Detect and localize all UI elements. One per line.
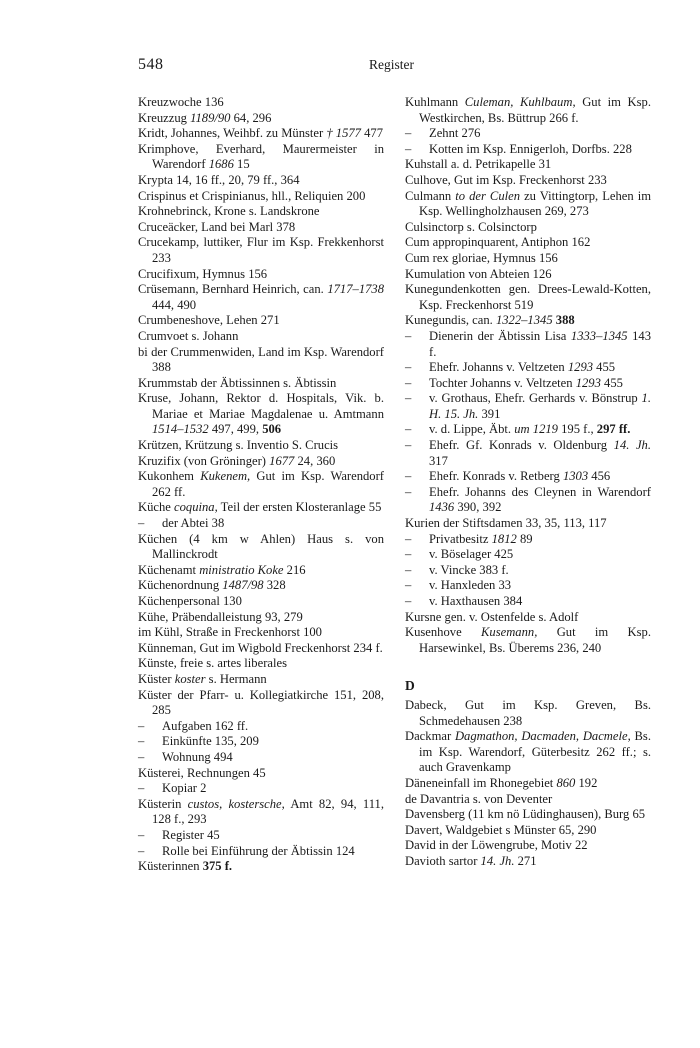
running-head: Register (369, 57, 414, 72)
subentry-dash: – (405, 562, 412, 577)
index-entry: Culmann to der Culen zu Vittingtorp, Lehen im Ksp. Wellingholzhausen 269, 273 (405, 188, 651, 219)
index-entry: Krypta 14, 16 ff., 20, 79 ff., 364 (138, 172, 300, 187)
index-subentry: – v. d. Lippe, Äbt. um 1219 195 f., 297 ff. (405, 422, 631, 437)
index-entry: Küche coquina, Teil der ersten Klosteranlage 55 (138, 500, 382, 515)
index-entry: Krützen, Krützung s. Inventio S. Crucis (138, 438, 339, 453)
index-entry: Kruzifix (von Gröninger) 1677 24, 360 (138, 453, 336, 468)
subentry-dash: – (138, 781, 145, 796)
index-entry: Kunegundenkotten gen. Drees-Lewald-Kotten, Ksp. Freckenhorst 519 (405, 282, 651, 312)
index-entry: Davioth sartor 14. Jh. 271 (405, 853, 537, 868)
subentry-dash: – (405, 375, 412, 390)
subentry-dash: – (138, 734, 145, 749)
index-entry: Crucifixum, Hymnus 156 (138, 266, 268, 281)
index-entry: Dackmar Dagmathon, Dacmaden, Dacmele, Bs. im Ksp. Warendorf, Güterbesitz 262 ff.; s. auch Gravenkamp (405, 729, 651, 775)
index-entry: Küchenpersonal 130 (138, 594, 242, 608)
index-entry: Cum rex gloriae, Hymnus 156 (405, 250, 558, 265)
index-entry: Crucekamp, luttiker, Flur im Ksp. Frekkenhorst 233 (138, 235, 384, 265)
subentry-dash: – (405, 531, 412, 546)
index-subentry: – v. Haxthausen 384 (405, 594, 523, 608)
subentry-dash: – (405, 391, 412, 406)
index-entry: Küchenamt ministratio Koke 216 (138, 562, 306, 577)
index-entry: Crumbeneshove, Lehen 271 (138, 313, 280, 328)
index-entry: Kunegundis, can. 1322–1345 388 (405, 313, 575, 328)
page-number: 548 (138, 56, 164, 73)
index-entry: Davensberg (11 km nö Lüdinghausen), Burg 65 (405, 807, 646, 822)
subentry-dash: – (405, 126, 412, 141)
index-subentry: – Wohnung 494 (138, 749, 233, 764)
index-subentry: – Privatbesitz 1812 89 (405, 531, 533, 546)
index-subentry: – Register 45 (138, 827, 220, 842)
index-subentry: – Ehefr. Johanns des Cleynen in Warendorf 1436 390, 392 (405, 484, 651, 515)
index-subentry: – v. Vincke 383 f. (405, 562, 509, 577)
index-entry: Krimphove, Everhard, Maurermeister in Warendorf 1686 15 (138, 141, 384, 172)
subentry-dash: – (405, 438, 412, 453)
index-entry: Kühe, Präbendalleistung 93, 279 (138, 609, 303, 624)
index-entry: Küsterei, Rechnungen 45 (138, 765, 266, 780)
index-entry: Krummstab der Äbtissinnen s. Äbtissin (138, 375, 337, 390)
index-entry: David in der Löwengrube, Motiv 22 (405, 838, 588, 853)
index-column-right (405, 95, 651, 870)
subentry-dash: – (405, 422, 412, 437)
index-subentry: – v. Hanxleden 33 (405, 578, 512, 593)
index-subentry: – Tochter Johanns v. Veltzeten 1293 455 (405, 375, 623, 390)
index-entry: Kreuzzug 1189/90 64, 296 (138, 110, 272, 125)
index-entry: Crispinus et Crispinianus, hll., Reliquien 200 (138, 188, 366, 203)
index-subentry: – Zehnt 276 (405, 126, 481, 141)
section-spacer (405, 656, 651, 678)
index-entry: Küsterinnen 375 f. (138, 859, 233, 874)
index-entry: Culsinctorp s. Colsinctorp (405, 219, 537, 234)
subentry-dash: – (405, 141, 412, 156)
index-entry: Künste, freie s. artes liberales (138, 656, 287, 671)
index-entry: bi der Crummenwiden, Land im Ksp. Warendorf 388 (138, 344, 384, 375)
index-subentry: – Rolle bei Einführung der Äbtissin 124 (138, 843, 355, 858)
subentry-dash: – (138, 516, 145, 531)
index-entry: Kruse, Johann, Rektor d. Hospitals, Vik. b. Mariae et Mariae Magdalenae u. Amtmann 1514–1532 497, 499, 506 (138, 391, 384, 437)
index-entry: Künneman, Gut im Wigbold Freckenhorst 234 f. (138, 640, 383, 655)
index-entry: Crüsemann, Bernhard Heinrich, can. 1717–1738 444, 490 (138, 282, 384, 312)
index-entry: Cruceäcker, Land bei Marl 378 (138, 219, 296, 234)
index-entry: Küster der Pfarr- u. Kollegiatkirche 151, 208, 285 (138, 687, 384, 718)
subentry-dash: – (405, 578, 412, 593)
index-entry: Küster koster s. Hermann (138, 671, 267, 686)
index-entry: Kridt, Johannes, Weihbf. zu Münster † 1577 477 (138, 126, 384, 141)
subentry-dash: – (405, 360, 412, 375)
index-subentry: – Ehefr. Gf. Konrads v. Oldenburg 14. Jh. 317 (405, 438, 651, 468)
index-subentry: – Ehefr. Konrads v. Retberg 1303 456 (405, 469, 611, 484)
index-subentry: – Aufgaben 162 ff. (138, 718, 249, 733)
index-subentry: – der Abtei 38 (138, 516, 225, 531)
section-letter-heading: D (405, 678, 415, 694)
index-subentry: – Kotten im Ksp. Ennigerloh, Dorfbs. 228 (405, 141, 632, 156)
index-column-left (138, 95, 384, 875)
index-entry: Küchen (4 km w Ahlen) Haus s. von Mallinckrodt (138, 531, 384, 562)
index-entry: Kumulation von Abteien 126 (405, 266, 552, 281)
subentry-dash: – (138, 843, 145, 858)
index-entry: Kurien der Stiftsdamen 33, 35, 113, 117 (405, 516, 607, 531)
index-entry: Dabeck, Gut im Ksp. Greven, Bs. Schmedehausen 238 (405, 697, 651, 728)
index-entry: Küsterin custos, kostersche, Amt 82, 94, 111, 128 f., 293 (138, 796, 384, 827)
index-entry: Kusenhove Kusemann, Gut im Ksp. Harsewinkel, Bs. Überems 236, 240 (405, 625, 652, 655)
index-entry: de Davantria s. von Deventer (405, 791, 553, 806)
index-entry: Kuhlmann Culeman, Kuhlbaum, Gut im Ksp. Westkirchen, Bs. Büttrup 266 f. (405, 95, 651, 125)
index-subentry: – Ehefr. Johanns v. Veltzeten 1293 455 (405, 360, 616, 375)
index-entry: Krohnebrinck, Krone s. Landskrone (138, 204, 320, 219)
index-subentry: – v. Böselager 425 (405, 547, 514, 562)
subentry-dash: – (138, 749, 145, 764)
subentry-dash: – (138, 718, 145, 733)
index-entry: im Kühl, Straße in Freckenhorst 100 (138, 625, 322, 640)
subentry-dash: – (405, 469, 412, 484)
index-entry: Däneneinfall im Rhonegebiet 860 192 (405, 775, 598, 790)
index-entry: Kuhstall a. d. Petrikapelle 31 (405, 157, 552, 172)
subentry-dash: – (405, 594, 412, 608)
index-entry: Culhove, Gut im Ksp. Freckenhorst 233 (405, 172, 607, 187)
subentry-dash: – (138, 827, 145, 842)
index-entry: Kreuzwoche 136 (138, 95, 224, 109)
subentry-dash: – (405, 547, 412, 562)
index-subentry: – Dienerin der Äbtissin Lisa 1333–1345 143 f. (405, 328, 651, 359)
index-subentry: – Einkünfte 135, 209 (138, 734, 259, 749)
index-entry: Cum appropinquarent, Antiphon 162 (405, 235, 591, 250)
index-entry: Kukonhem Kukenem, Gut im Ksp. Warendorf 262 ff. (138, 469, 384, 499)
index-entry: Küchenordnung 1487/98 328 (138, 578, 286, 593)
index-subentry: – Kopiar 2 (138, 781, 207, 796)
index-entry: Davert, Waldgebiet s Münster 65, 290 (405, 822, 597, 837)
index-subentry: – v. Grothaus, Ehefr. Gerhards v. Bönstrup 1. H. 15. Jh. 391 (405, 391, 651, 421)
subentry-dash: – (405, 328, 412, 343)
index-entry: Crumvoet s. Johann (138, 328, 239, 343)
subentry-dash: – (405, 484, 412, 499)
index-entry: Kursne gen. v. Ostenfelde s. Adolf (405, 609, 579, 624)
